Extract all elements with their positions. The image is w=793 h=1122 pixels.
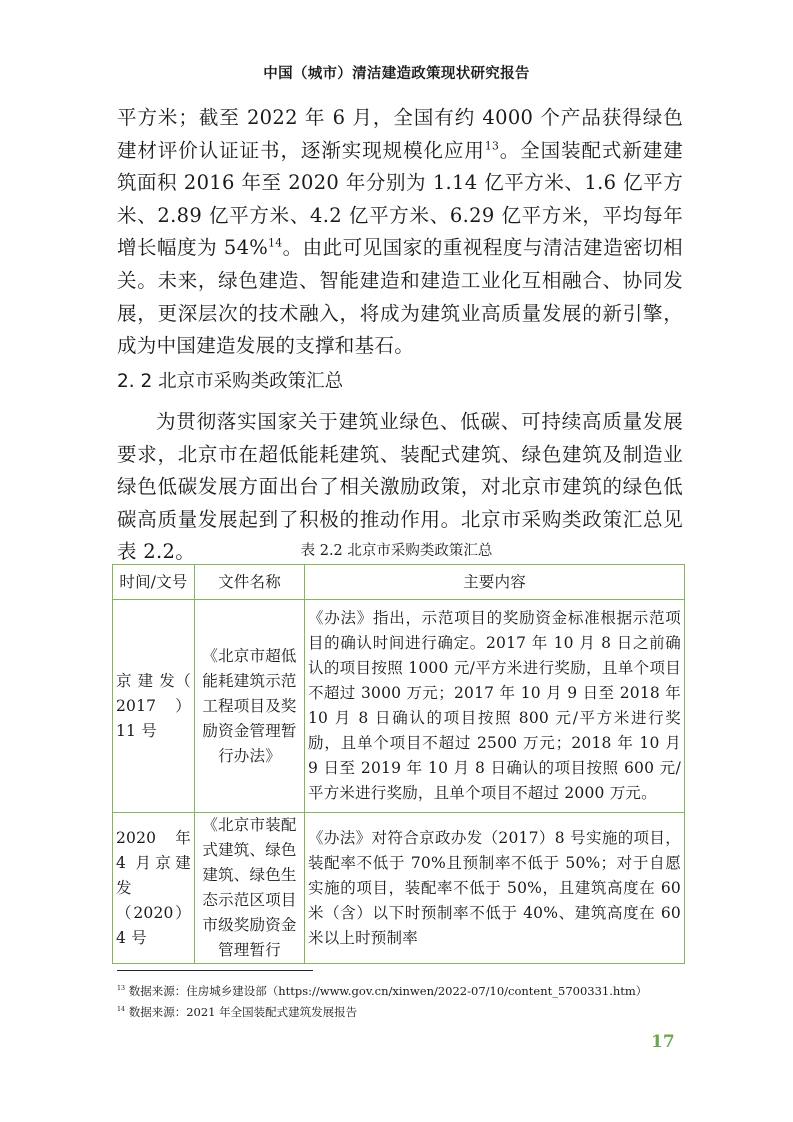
footnote-text: 数据来源：住房城乡建设部（https://www.gov.cn/xinwen/2022-07/10/content_5700331.htm）: [128, 984, 648, 998]
footnote-number: 13: [117, 985, 126, 993]
table-row: [113, 600, 685, 813]
cell-content: 《办法》对符合京政办发（2017）8 号实施的项目，装配率不低于 70%且预制率不低于 50%；对于自愿实施的项目，装配率不低于 50%，且建筑高度在 60 米（含）以下时预制率不低于 40%、建筑高度在 60 米以上时预制率: [305, 813, 685, 964]
footnote-text: 数据来源：2021 年全国装配式建筑发展报告: [128, 1005, 358, 1019]
column-header-time: 时间/文号: [113, 565, 195, 600]
cell-name: 《北京市超低能耗建筑示范工程项目及奖励资金管理暂行办法》: [195, 600, 305, 813]
footnote-13: [117, 983, 647, 999]
cell-time: 2020 年 4 月京建发（2020）4 号: [113, 813, 195, 964]
section-heading: 2. 2 北京市采购类政策汇总: [117, 371, 344, 392]
column-header-content: 主要内容: [305, 565, 685, 600]
paragraph-text: 。全国装配式新建建筑面积 2016 年至 2020 年分别为 1.14 亿平方米、1.6 亿平方米、2.89 亿平方米、4.2 亿平方米、6.29 亿平方米，平均每年增长幅度为 54%: [117, 138, 683, 260]
footnote-number: 14: [117, 1006, 126, 1014]
page-number: 17: [651, 1032, 675, 1052]
footnote-ref-13[interactable]: 13: [484, 139, 500, 153]
paragraph-text: 。由此可见国家的重视程度与清洁建造密切相关。未来，绿色建造、智能建造和建造工业化互相融合、协同发展，更深层次的技术融入，将成为建筑业高质量发展的新引擎，成为中国建造发展的支撑和基石。: [117, 236, 683, 358]
paragraph-text: 平方米；截至 2022 年 6 月，全国有约 4000 个产品获得绿色建材评价认证证书，逐渐实现规模化应用: [117, 106, 683, 162]
footnote-ref-14[interactable]: 14: [268, 236, 283, 250]
table-header-row: [113, 565, 685, 600]
body-paragraph-2: 为贯彻落实国家关于建筑业绿色、低碳、可持续高质量发展要求，北京市在超低能耗建筑、装配式建筑、绿色建筑及制造业绿色低碳发展方面出台了相关激励政策，对北京市建筑的绿色低碳高质量发展起到了积极的推动作用。北京市采购类政策汇总见表 2.2。: [117, 410, 683, 564]
column-header-name: 文件名称: [195, 565, 305, 600]
cell-time: 京 建 发（ 2017 ）11 号: [113, 600, 195, 813]
page-header: 中国（城市）清洁建造政策现状研究报告: [263, 66, 530, 82]
footnote-14: [117, 1004, 357, 1020]
table-row: [113, 813, 685, 964]
cell-content: 《办法》指出，示范项目的奖励资金标准根据示范项目的确认时间进行确定。2017 年 10 月 8 日之前确认的项目按照 1000 元/平方米进行奖励，且单个项目不超过 3000 万元；2017 年 10 月 9 日至 2018 年 10 月 8 日确认的项目按照 800 元/平方米进行奖励，且单个项目不超过 2500 万元；2018 年 10 月 9 日至 2019 年 10 月 8 日确认的项目按照 600 元/平方米进行奖励，且单个项目不超过 2000 万元。: [305, 600, 685, 813]
body-paragraph-1: [117, 102, 683, 363]
footnote-divider: [117, 970, 313, 971]
cell-name: 《北京市装配式建筑、绿色建筑、绿色生态示范区项目市级奖励资金管理暂行: [195, 813, 305, 964]
table-caption: 表 2.2 北京市采购类政策汇总: [300, 543, 493, 559]
policy-table: [112, 564, 685, 964]
